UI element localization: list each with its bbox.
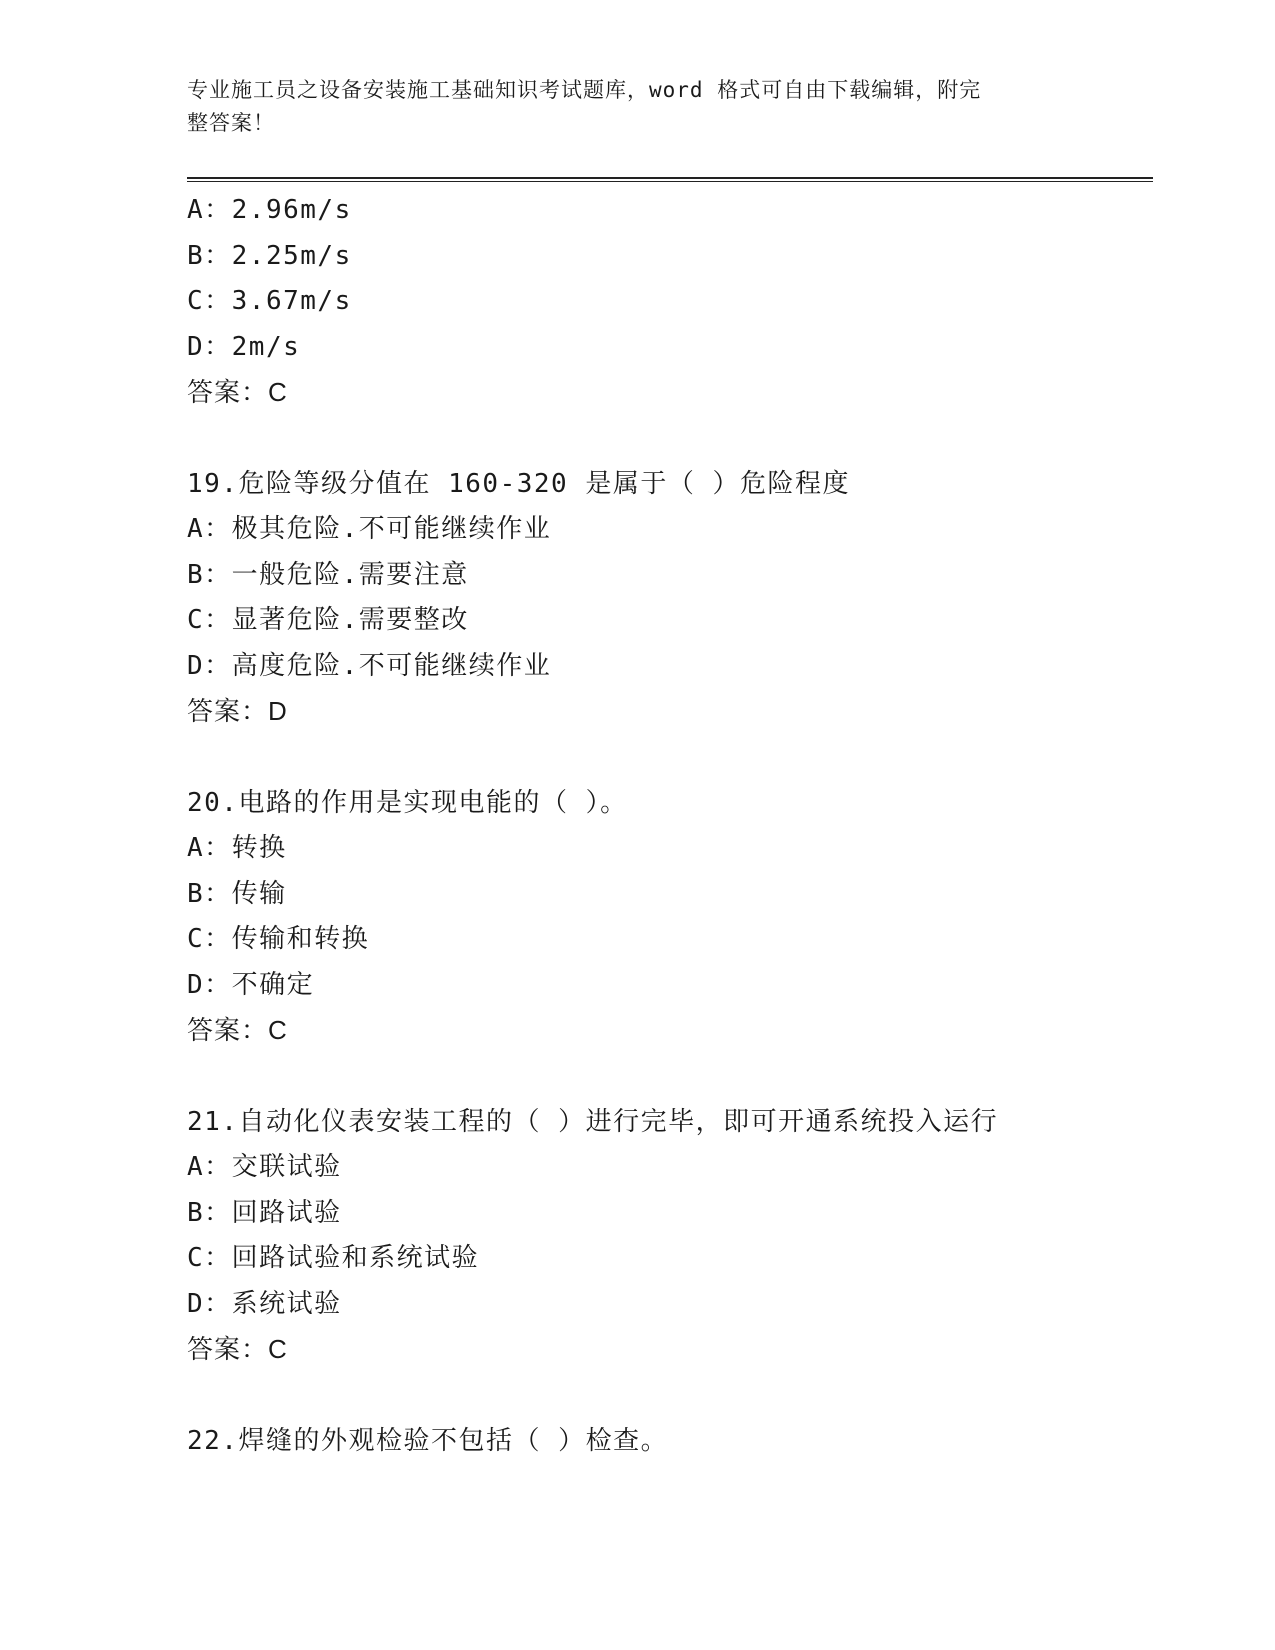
question-text: 19.危险等级分值在 160-320 是属于（ ）危险程度: [187, 468, 850, 499]
question-text: 20.电路的作用是实现电能的（ ）。: [187, 787, 628, 818]
option-a: A：极其危险.不可能继续作业: [187, 514, 552, 544]
question-20: [187, 781, 1153, 1054]
question-18: [187, 188, 1153, 416]
option-b: B：传输: [187, 878, 287, 909]
answer: 答案：D: [187, 696, 288, 726]
question-19: [187, 462, 1153, 735]
header-line-1: 专业施工员之设备安装施工基础知识考试题库，word 格式可自由下载编辑，附完: [187, 78, 982, 102]
header-line-2: 整答案！: [187, 111, 275, 135]
question-text: 21.自动化仪表安装工程的（ ）进行完毕，即可开通系统投入运行: [187, 1106, 999, 1137]
answer: 答案：C: [187, 377, 288, 407]
option-b: B：2.25m/s: [187, 240, 352, 271]
header-divider-thick: [187, 177, 1153, 179]
option-c: C：3.67m/s: [187, 286, 352, 316]
option-a: A：交联试验: [187, 1152, 342, 1182]
option-c: C：回路试验和系统试验: [187, 1243, 480, 1273]
document-header: [187, 74, 1067, 140]
answer: 答案：C: [187, 1334, 288, 1364]
answer: 答案：C: [187, 1015, 288, 1045]
option-d: D：2m/s: [187, 331, 301, 362]
option-a: A：转换: [187, 833, 287, 863]
question-list: [187, 188, 1153, 1464]
option-c: C：传输和转换: [187, 924, 370, 954]
option-c: C：显著危险.需要整改: [187, 605, 469, 635]
question-22: [187, 1419, 1153, 1465]
option-d: D：不确定: [187, 969, 315, 1000]
option-b: B：一般危险.需要注意: [187, 559, 469, 590]
option-b: B：回路试验: [187, 1197, 342, 1228]
option-a: A：2.96m/s: [187, 195, 352, 225]
question-21: [187, 1100, 1153, 1373]
question-text: 22.焊缝的外观检验不包括（ ）检查。: [187, 1425, 669, 1456]
option-d: D：系统试验: [187, 1288, 342, 1319]
option-d: D：高度危险.不可能继续作业: [187, 650, 552, 681]
header-divider-thin: [187, 181, 1153, 182]
